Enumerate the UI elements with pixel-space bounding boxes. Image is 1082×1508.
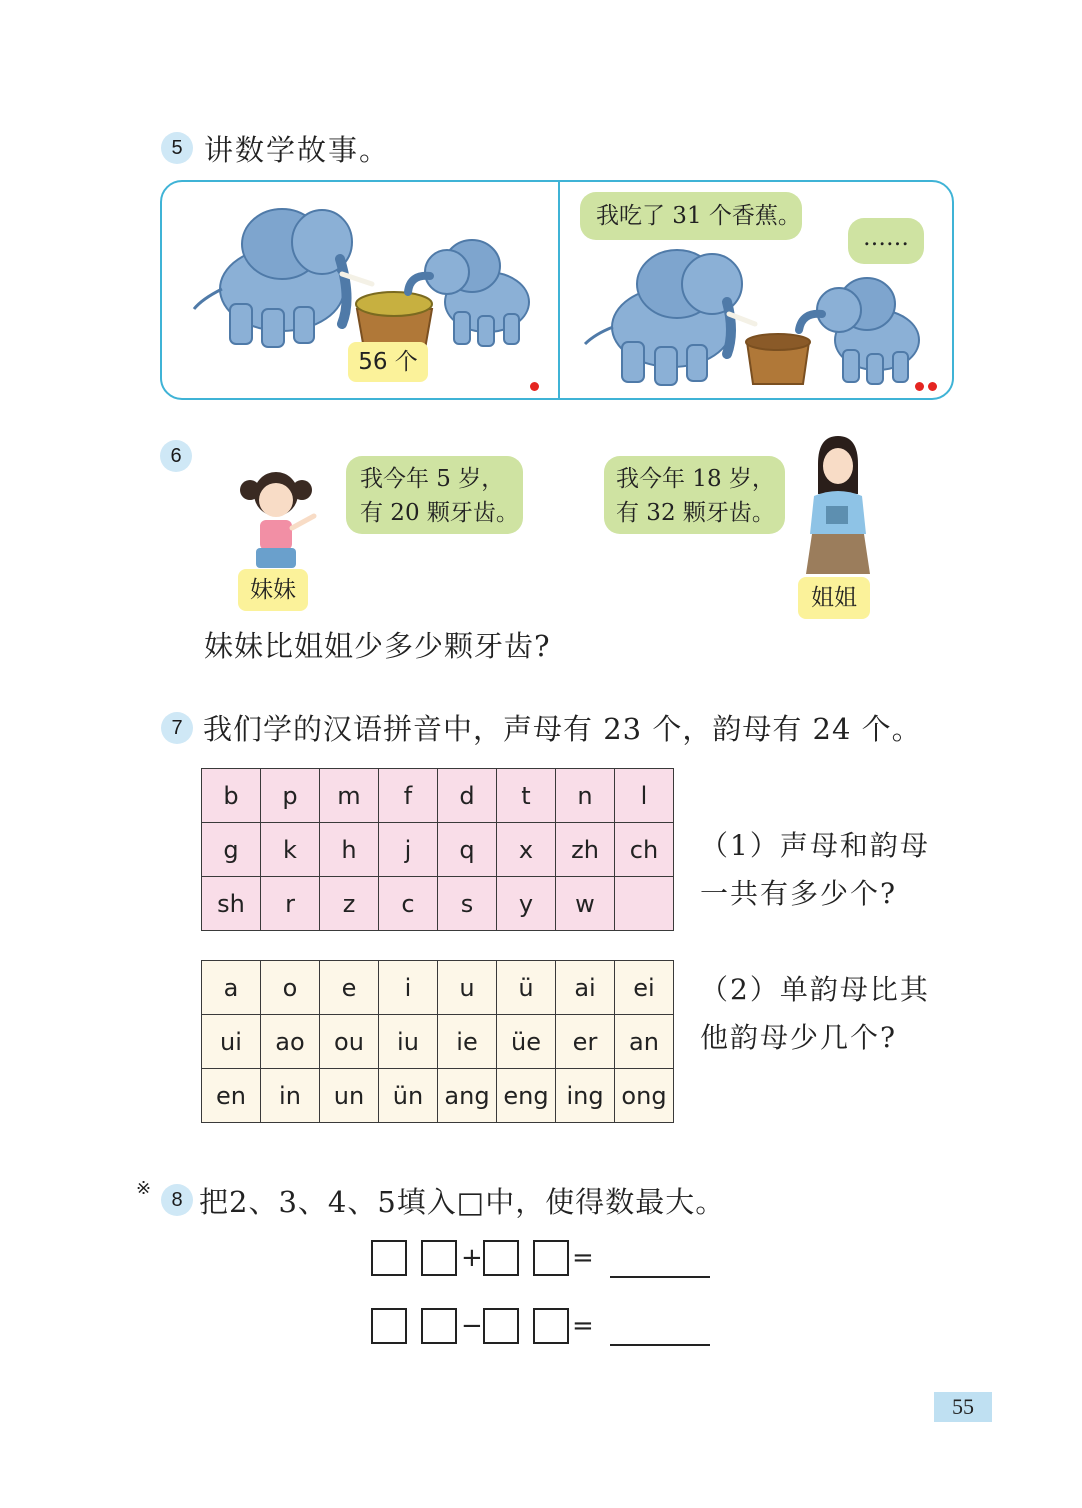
table-cell: a — [202, 961, 261, 1015]
sister-speech-line-2: 有 20 颗牙齿。 — [360, 500, 519, 526]
question-7-sub-1 — [700, 822, 930, 918]
table-cell: e — [320, 961, 379, 1015]
question-7-sub-1-line-1: （1）声母和韵母 — [700, 829, 930, 862]
sister-speech-bubble — [346, 456, 523, 534]
big-elephant-speech-bubble: 我吃了 31 个香蕉。 — [580, 192, 802, 240]
question-5-text: 讲数学故事。 — [204, 133, 391, 167]
question-6-text: 妹妹比姐姐少多少颗牙齿? — [204, 629, 551, 663]
table-cell: l — [615, 769, 674, 823]
table-cell: u — [438, 961, 497, 1015]
question-7-sub-2-line-2: 他韵母少几个? — [700, 1021, 898, 1054]
yunmu-table — [201, 960, 674, 1123]
table-cell: t — [497, 769, 556, 823]
table-cell: f — [379, 769, 438, 823]
table-cell: ang — [438, 1069, 497, 1123]
answer-box[interactable] — [483, 1240, 519, 1276]
small-elephant-speech-bubble: …… — [848, 218, 924, 264]
answer-blank[interactable] — [610, 1276, 710, 1278]
equals-sign: = — [572, 1311, 594, 1341]
elder-sister-speech-line-1: 我今年 18 岁， — [616, 466, 775, 492]
answer-box[interactable] — [483, 1308, 519, 1344]
table-cell: en — [202, 1069, 261, 1123]
table-cell: ei — [615, 961, 674, 1015]
table-cell: üe — [497, 1015, 556, 1069]
table-cell: y — [497, 877, 556, 931]
shengmu-table — [201, 768, 674, 931]
table-cell: ou — [320, 1015, 379, 1069]
table-cell: h — [320, 823, 379, 877]
elder-sister-speech-line-2: 有 32 颗牙齿。 — [616, 500, 775, 526]
question-7-sub-2-line-1: （2）单韵母比其 — [700, 973, 930, 1006]
table-row — [202, 1069, 674, 1123]
table-cell: ao — [261, 1015, 320, 1069]
question-number-8: 8 — [161, 1184, 193, 1216]
sister-speech-line-1: 我今年 5 岁， — [360, 466, 505, 492]
table-cell: zh — [556, 823, 615, 877]
table-cell: c — [379, 877, 438, 931]
red-dot — [915, 382, 924, 391]
elder-sister-illustration — [800, 434, 876, 578]
story-panel — [160, 180, 954, 400]
table-cell: er — [556, 1015, 615, 1069]
table-cell: un — [320, 1069, 379, 1123]
question-number-7: 7 — [161, 712, 193, 744]
table-cell: ing — [556, 1069, 615, 1123]
table-cell: ie — [438, 1015, 497, 1069]
answer-box[interactable] — [533, 1240, 569, 1276]
table-row — [202, 1015, 674, 1069]
table-cell: ong — [615, 1069, 674, 1123]
question-7-sub-2 — [700, 966, 930, 1062]
question-8-text: 把2、3、4、5填入□中，使得数最大。 — [199, 1185, 726, 1219]
table-cell: ch — [615, 823, 674, 877]
red-dot — [928, 382, 937, 391]
table-cell: g — [202, 823, 261, 877]
little-sister-label: 妹妹 — [238, 569, 308, 611]
answer-box[interactable] — [421, 1308, 457, 1344]
table-cell: iu — [379, 1015, 438, 1069]
table-cell: n — [556, 769, 615, 823]
table-row — [202, 877, 674, 931]
banana-count-label: 56 个 — [348, 342, 428, 382]
red-dot — [530, 382, 539, 391]
elder-sister-label: 姐姐 — [798, 577, 870, 619]
answer-box[interactable] — [421, 1240, 457, 1276]
table-cell: an — [615, 1015, 674, 1069]
question-7-sub-1-line-2: 一共有多少个? — [700, 877, 898, 910]
elephants-with-bananas-illustration — [182, 204, 542, 354]
challenge-star-mark: ※ — [136, 1178, 152, 1199]
answer-box[interactable] — [533, 1308, 569, 1344]
table-cell: s — [438, 877, 497, 931]
table-cell: w — [556, 877, 615, 931]
elephants-empty-basket-illustration — [577, 242, 947, 392]
table-cell: in — [261, 1069, 320, 1123]
page-number: 55 — [934, 1392, 992, 1422]
table-cell: q — [438, 823, 497, 877]
table-cell: ui — [202, 1015, 261, 1069]
elder-sister-speech-bubble — [604, 456, 785, 534]
table-cell: eng — [497, 1069, 556, 1123]
table-cell — [615, 877, 674, 931]
table-cell: ün — [379, 1069, 438, 1123]
table-cell: j — [379, 823, 438, 877]
table-cell: b — [202, 769, 261, 823]
little-sister-illustration — [234, 468, 324, 572]
question-7-text: 我们学的汉语拼音中，声母有 23 个，韵母有 24 个。 — [203, 712, 922, 746]
table-cell: sh — [202, 877, 261, 931]
table-cell: i — [379, 961, 438, 1015]
table-row — [202, 823, 674, 877]
table-cell: p — [261, 769, 320, 823]
table-row — [202, 961, 674, 1015]
plus-sign: + — [461, 1243, 483, 1273]
answer-box[interactable] — [371, 1308, 407, 1344]
table-cell: k — [261, 823, 320, 877]
table-cell: x — [497, 823, 556, 877]
minus-sign: − — [461, 1311, 483, 1341]
table-cell: m — [320, 769, 379, 823]
table-cell: ai — [556, 961, 615, 1015]
answer-box[interactable] — [371, 1240, 407, 1276]
table-cell: r — [261, 877, 320, 931]
table-cell: z — [320, 877, 379, 931]
equals-sign: = — [572, 1243, 594, 1273]
question-number-5: 5 — [161, 132, 193, 164]
question-number-6: 6 — [160, 440, 192, 472]
story-divider — [558, 182, 560, 398]
table-row — [202, 769, 674, 823]
table-cell: o — [261, 961, 320, 1015]
table-cell: d — [438, 769, 497, 823]
table-cell: ü — [497, 961, 556, 1015]
answer-blank[interactable] — [610, 1344, 710, 1346]
